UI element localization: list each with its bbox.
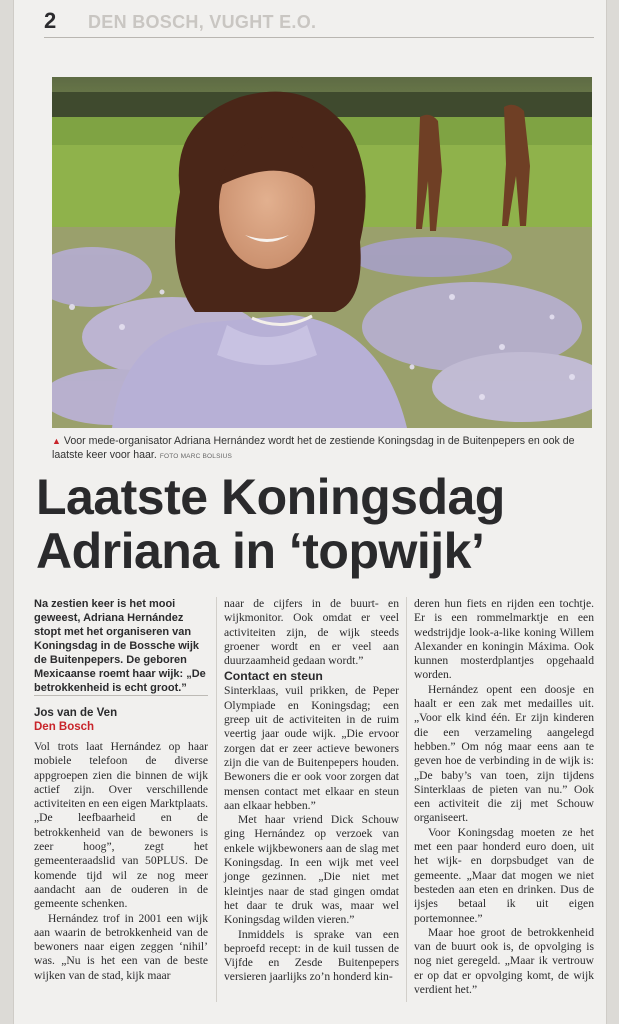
article-photo [52,77,592,428]
caption-triangle-icon: ▲ [52,436,61,446]
body-paragraph: Hernández opent een doosje en haalt er een zak met medailles uit. „Voor elk kind één. Er zijn kinderen die een verzameling aangelegd hebben.” Om nóg maar eens aan te geven hoe de verbinding in de wijk is: „De baby’s van toen, zijn tijdens Sinterklaas de pieten van nu.” Ook een activiteit die zij met Schouw organiseert. [414,682,594,825]
article-column-3 [414,597,594,997]
article-column-2 [224,597,399,985]
article-intro: Na zestien keer is het mooi geweest, Adriana Hernández stopt met het organiseren van Koningsdag in de Bossche wijk de Buitenpepers. De geboren Mexicaanse roemt haar wijk: „De betrokkenheid is echt groot.” [34,598,206,694]
page-number: 2 [44,8,57,33]
body-paragraph: Met haar vriend Dick Schouw ging Hernández op verzoek van enkele wijkbewoners aan de slag met Koningsdag. In een wijk met veel jonge gezinnen. „Die niet met kleintjes naar de stad gingen omdat het daar te druk was, maar wel Koningsdag wilden vieren.” [224,813,399,927]
body-paragraph: Sinterklaas, vuil prikken, de Peper Olympiade en Koningsdag; een greep uit de activiteiten in de ruim veertig jaar oude wijk. „Die ervoor zorgen dat er zeer actieve bewoners zijn die van de Buitenpepers houden. Bewoners die er ook voor zorgen dat mensen contact met elkaar en steun aan elkaar hebben.” [224,684,399,812]
section-title: DEN BOSCH, VUGHT E.O. [88,12,317,32]
column-divider [216,597,217,1002]
body-paragraph: naar de cijfers in de buurt- en wijkmonitor. Ook omdat er veel activiteiten zijn, de wijk steeds groener wordt en er veel aan duurzaamheid gedaan wordt.” [224,597,399,668]
byline [34,695,208,734]
photo-caption [52,434,597,464]
byline-author: Jos van de Ven [34,707,118,719]
body-paragraph: Voor Koningsdag moeten ze het met een paar honderd euro doen, uit het wijk- en dorpsbudget van de gemeente. „Maar dat mogen we niet besteden aan eten en drinken. Dus de ijsjes betaal ik uit eigen portemonnee.” [414,825,594,925]
header-rule [44,37,594,38]
caption-text: Voor mede-organisator Adriana Hernández wordt het de zestiende Koningsdag in de Buitenpepers en ook de laatste keer voor haar. [52,435,575,461]
page-header [44,8,594,34]
headline-line-2: Adriana in ‘topwijk’ [36,523,485,579]
article-column-1 [34,597,208,983]
body-paragraph: Hernández trof in 2001 een wijk aan waarin de betrokkenheid van de bewoners naar eigen zeggen ‘nihil’ was. „Nu is het een van de beste wijken van de stad, kijk maar [34,911,208,982]
photo-illustration [52,77,592,428]
column-divider [406,597,407,1002]
byline-city: Den Bosch [34,721,95,733]
body-paragraph: Inmiddels is sprake van een beproefd recept: in de kuil tussen de Vijfde en Zesde Buitenpepers versieren jaarlijks zo’n honderd kin- [224,927,399,984]
body-paragraph: deren hun fiets en rijden een tochtje. Er is een rommelmarktje en een wedstrijdje look-a-like koning Willem Alexander en koningin Máxima. Ook kunnen mosterdplantjes opgehaald worden. [414,597,594,682]
body-paragraph: Maar hoe groot de betrokkenheid van de buurt ook is, de opvolging is nog niet geregeld. „Maar ik vertrouw er op dat er opvolging komt, de wijk verdient het.” [414,925,594,997]
photo-credit: FOTO MARC BOLSIUS [159,453,233,460]
subheading: Contact en steun [224,669,323,684]
article-headline [36,470,596,578]
body-paragraph: Vol trots laat Hernández op haar mobiele telefoon de diverse appgroepen zien die binnen de wijk actief zijn. Over verschillende activiteiten en een eigen Marktplaats. „De leefbaarheid en de betrokkenheid van de bewoners is zeer hoog”, zegt het gemeenteraadslid van 50PLUS. De komende tijd wil ze nog meer aandacht aan de ouderen in de gemeente schenken. [34,740,208,911]
headline-line-1: Laatste Koningsdag [36,469,505,525]
